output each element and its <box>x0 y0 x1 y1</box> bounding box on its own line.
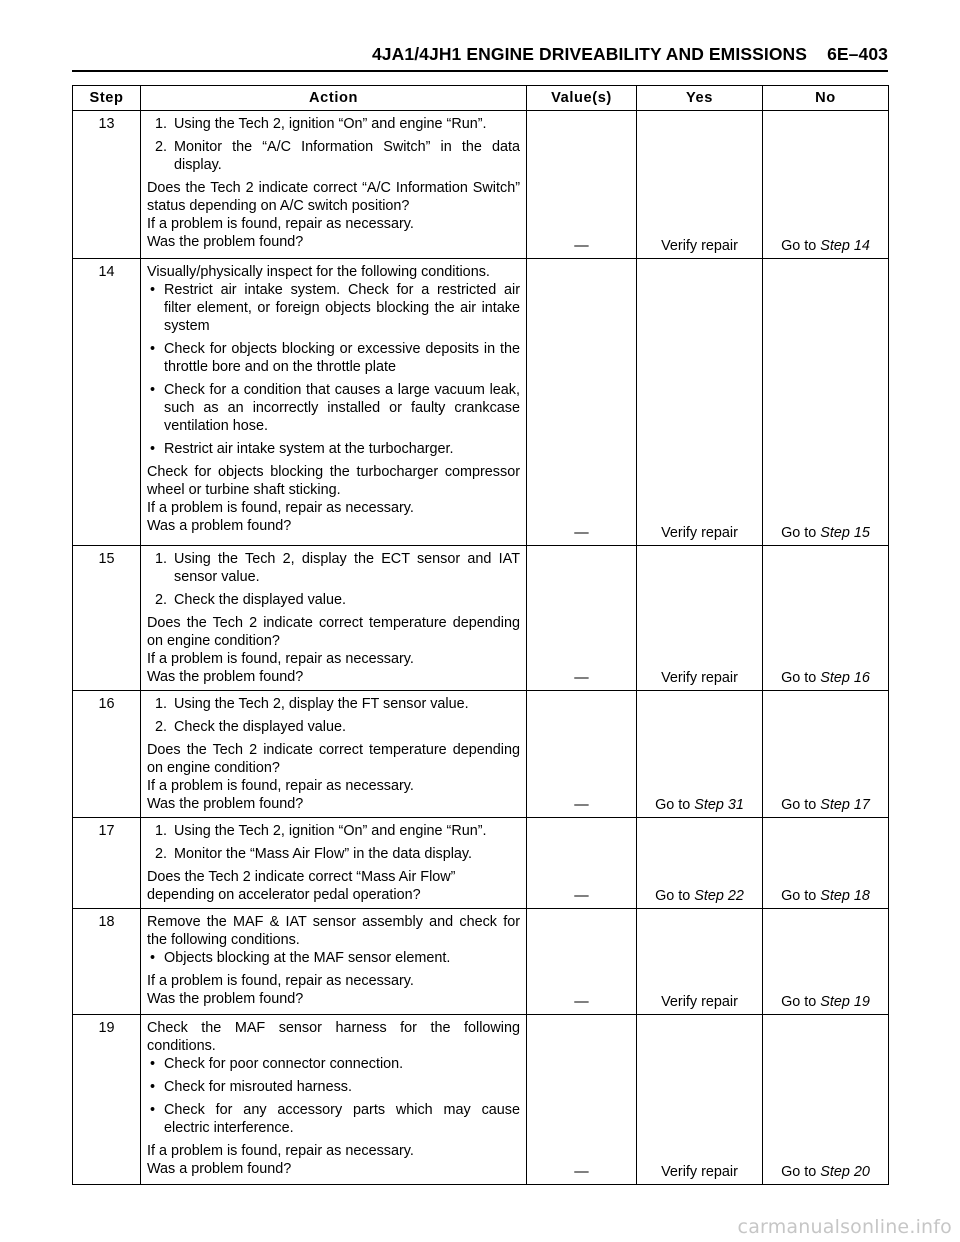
goto-prefix: Go to <box>781 238 821 254</box>
yes-cell <box>637 111 763 259</box>
column-header-no: No <box>763 86 889 111</box>
table-row <box>73 818 889 909</box>
goto-link[interactable] <box>781 994 870 1010</box>
numbered-item <box>147 138 520 174</box>
bullet-item <box>147 1101 520 1137</box>
goto-step-ref[interactable]: Step 18 <box>820 888 870 904</box>
item-text: Monitor the “A/C Information Switch” in the data display. <box>174 139 520 173</box>
action-cell <box>141 818 527 909</box>
action-question: If a problem is found, repair as necessary. <box>147 1143 414 1159</box>
action-cell <box>141 1015 527 1185</box>
item-text: Check the displayed value. <box>174 592 346 608</box>
action-cell <box>141 546 527 691</box>
bullet-text: Check for a condition that causes a large vacuum leak, such as an incorrectly installed or faulty crankcase ventilation hose. <box>164 382 520 434</box>
goto-link[interactable] <box>781 1164 870 1180</box>
item-text: Using the Tech 2, ignition “On” and engine “Run”. <box>174 116 487 132</box>
table-row <box>73 691 889 818</box>
table-row <box>73 111 889 259</box>
table-row <box>73 546 889 691</box>
action-cell <box>141 259 527 546</box>
action-question: If a problem is found, repair as necessary. <box>147 973 414 989</box>
yes-cell <box>637 909 763 1015</box>
bullet-icon: • <box>150 382 156 398</box>
bullet-item <box>147 949 520 967</box>
action-intro: Check the MAF sensor harness for the following conditions. <box>147 1020 520 1054</box>
goto-link[interactable] <box>781 670 870 686</box>
action-paragraph: Does the Tech 2 indicate correct “A/C Information Switch” status depending on A/C switch position? <box>147 180 520 214</box>
numbered-item <box>147 591 520 609</box>
action-intro: Visually/physically inspect for the following conditions. <box>147 264 490 280</box>
action-question: If a problem is found, repair as necessary. <box>147 651 414 667</box>
yes-cell <box>637 259 763 546</box>
action-question: If a problem is found, repair as necessary. <box>147 216 414 232</box>
yes-cell <box>637 546 763 691</box>
goto-step-ref[interactable]: Step 16 <box>820 670 870 686</box>
outcome-text: Verify repair <box>661 238 738 254</box>
goto-link[interactable] <box>781 888 870 904</box>
goto-link[interactable] <box>655 888 744 904</box>
bullet-text: Check for objects blocking or excessive deposits in the throttle bore and on the throttle plate <box>164 341 520 375</box>
action-cell <box>141 111 527 259</box>
goto-prefix: Go to <box>781 670 821 686</box>
step-number: 16 <box>73 691 141 818</box>
bullet-icon: • <box>150 950 156 966</box>
goto-link[interactable] <box>781 238 870 254</box>
goto-link[interactable] <box>781 797 870 813</box>
goto-prefix: Go to <box>781 994 821 1010</box>
step-number: 18 <box>73 909 141 1015</box>
numbered-item <box>147 822 520 840</box>
bullet-text: Objects blocking at the MAF sensor element. <box>164 950 451 966</box>
numbered-item <box>147 718 520 736</box>
goto-prefix: Go to <box>781 1164 821 1180</box>
numbered-item <box>147 115 520 133</box>
bullet-icon: • <box>150 282 156 298</box>
goto-prefix: Go to <box>781 525 821 541</box>
action-question: Was the problem found? <box>147 669 304 685</box>
bullet-item <box>147 381 520 435</box>
diagnostic-steps-table <box>72 85 889 1185</box>
action-paragraph: Does the Tech 2 indicate correct temperature depending on engine condition? <box>147 615 520 649</box>
bullet-icon: • <box>150 1079 156 1095</box>
item-number: 1. <box>155 116 168 132</box>
goto-step-ref[interactable]: Step 14 <box>820 238 870 254</box>
outcome-text: Verify repair <box>661 670 738 686</box>
no-cell <box>763 111 889 259</box>
bullet-icon: • <box>150 441 156 457</box>
numbered-item <box>147 695 520 713</box>
item-text: Using the Tech 2, display the FT sensor value. <box>174 696 469 712</box>
no-cell <box>763 1015 889 1185</box>
action-intro: Remove the MAF & IAT sensor assembly and check for the following conditions. <box>147 914 520 948</box>
no-cell <box>763 818 889 909</box>
no-cell <box>763 259 889 546</box>
step-number: 13 <box>73 111 141 259</box>
value-cell: — <box>527 111 637 259</box>
goto-link[interactable] <box>781 525 870 541</box>
bullet-item <box>147 1055 520 1073</box>
action-cell <box>141 691 527 818</box>
item-number: 1. <box>155 823 168 839</box>
action-question: Was a problem found? <box>147 1161 292 1177</box>
step-number: 19 <box>73 1015 141 1185</box>
value-cell: — <box>527 818 637 909</box>
header-rule <box>72 70 888 72</box>
step-number: 15 <box>73 546 141 691</box>
value-cell: — <box>527 1015 637 1185</box>
goto-step-ref[interactable]: Step 22 <box>694 888 744 904</box>
goto-step-ref[interactable]: Step 31 <box>694 797 744 813</box>
bullet-icon: • <box>150 1102 156 1118</box>
no-cell <box>763 546 889 691</box>
action-question: If a problem is found, repair as necessary. <box>147 500 414 516</box>
goto-step-ref[interactable]: Step 15 <box>820 525 870 541</box>
action-question: Was a problem found? <box>147 518 292 534</box>
page-number: 6E–403 <box>827 44 888 64</box>
goto-step-ref[interactable]: Step 17 <box>820 797 870 813</box>
action-paragraph: Does the Tech 2 indicate correct temperature depending on engine condition? <box>147 742 520 776</box>
numbered-item <box>147 550 520 586</box>
bullet-text: Check for misrouted harness. <box>164 1079 352 1095</box>
column-header-values: Value(s) <box>527 86 637 111</box>
bullet-icon: • <box>150 1056 156 1072</box>
table-row <box>73 1015 889 1185</box>
item-text: Using the Tech 2, display the ECT sensor and IAT sensor value. <box>174 551 520 585</box>
item-number: 2. <box>155 592 168 608</box>
column-header-action: Action <box>141 86 527 111</box>
item-number: 2. <box>155 846 168 862</box>
goto-step-ref[interactable]: Step 19 <box>820 994 870 1010</box>
goto-prefix: Go to <box>781 888 821 904</box>
value-cell: — <box>527 546 637 691</box>
action-question: If a problem is found, repair as necessary. <box>147 778 414 794</box>
table-row <box>73 909 889 1015</box>
page-header <box>72 44 888 68</box>
bullet-text: Check for poor connector connection. <box>164 1056 404 1072</box>
bullet-text: Restrict air intake system at the turbocharger. <box>164 441 454 457</box>
item-text: Check the displayed value. <box>174 719 346 735</box>
goto-link[interactable] <box>655 797 744 813</box>
outcome-text: Verify repair <box>661 1164 738 1180</box>
bullet-item <box>147 340 520 376</box>
value-cell: — <box>527 909 637 1015</box>
action-question: Was the problem found? <box>147 796 304 812</box>
bullet-item <box>147 440 520 458</box>
step-number: 14 <box>73 259 141 546</box>
watermark: carmanualsonline.info <box>737 1216 952 1238</box>
goto-step-ref[interactable]: Step 20 <box>820 1164 870 1180</box>
outcome-text: Verify repair <box>661 525 738 541</box>
yes-cell <box>637 691 763 818</box>
step-number: 17 <box>73 818 141 909</box>
no-cell <box>763 909 889 1015</box>
column-header-step: Step <box>73 86 141 111</box>
item-number: 2. <box>155 719 168 735</box>
action-question: Was the problem found? <box>147 991 304 1007</box>
item-number: 1. <box>155 696 168 712</box>
yes-cell <box>637 1015 763 1185</box>
bullet-item <box>147 1078 520 1096</box>
bullet-item <box>147 281 520 335</box>
value-cell: — <box>527 259 637 546</box>
bullet-text: Restrict air intake system. Check for a restricted air filter element, or foreign objects blocking the air intake system <box>164 282 520 334</box>
item-text: Monitor the “Mass Air Flow” in the data display. <box>174 846 473 862</box>
goto-prefix: Go to <box>655 888 695 904</box>
bullet-text: Check for any accessory parts which may cause electric interference. <box>164 1102 520 1136</box>
action-question: Was the problem found? <box>147 234 304 250</box>
action-cell <box>141 909 527 1015</box>
column-header-yes: Yes <box>637 86 763 111</box>
item-text: Using the Tech 2, ignition “On” and engine “Run”. <box>174 823 487 839</box>
numbered-item <box>147 845 520 863</box>
page-title: 4JA1/4JH1 ENGINE DRIVEABILITY AND EMISSIONS <box>371 44 808 64</box>
value-cell: — <box>527 691 637 818</box>
item-number: 1. <box>155 551 168 567</box>
goto-prefix: Go to <box>655 797 695 813</box>
action-question: Does the Tech 2 indicate correct “Mass Air Flow” depending on accelerator pedal operation? <box>147 869 456 903</box>
table-header-row <box>73 86 889 111</box>
item-number: 2. <box>155 139 168 155</box>
table-row <box>73 259 889 546</box>
goto-prefix: Go to <box>781 797 821 813</box>
no-cell <box>763 691 889 818</box>
outcome-text: Verify repair <box>661 994 738 1010</box>
action-paragraph: Check for objects blocking the turbocharger compressor wheel or turbine shaft sticking. <box>147 464 520 498</box>
yes-cell <box>637 818 763 909</box>
bullet-icon: • <box>150 341 156 357</box>
